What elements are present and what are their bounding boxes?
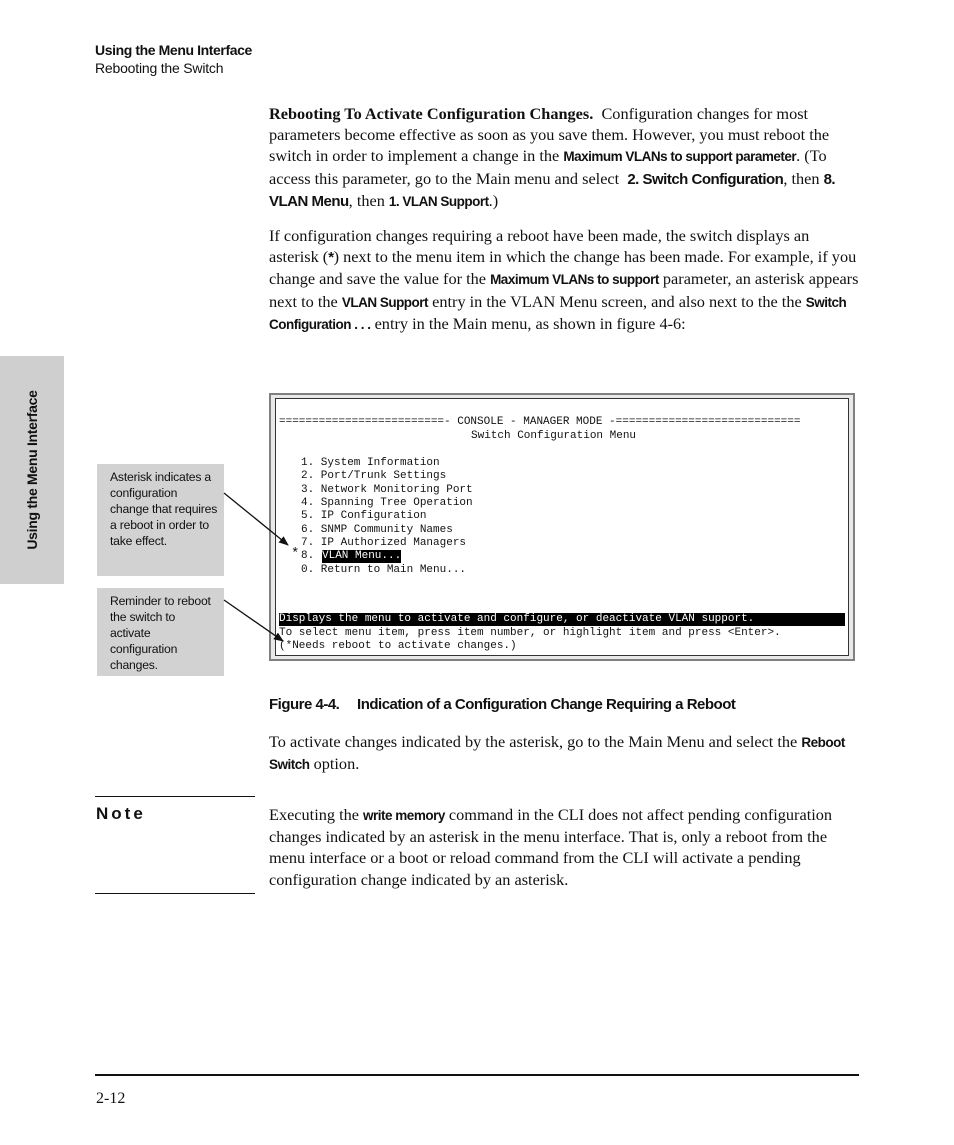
menu-item-vlan-selected[interactable]: VLAN Menu... [322,550,402,562]
footer-rule [95,1074,859,1076]
chapter-title: Using the Menu Interface [95,42,252,58]
paragraph-heading: Rebooting To Activate Configuration Changes. [269,104,594,123]
figure-number: Figure 4-4. [269,696,340,713]
ui-term: Reboot Switch [269,735,845,773]
status-help-bar: Displays the menu to activate and configure, or deactivate VLAN support. [279,613,845,626]
note-label: Note [96,804,146,823]
menu-item-return[interactable]: 0. Return to Main Menu... [301,564,467,576]
ui-term: 8. VLAN Menu [269,170,836,210]
text: , then [348,190,385,210]
reboot-asterisk: * [291,546,300,562]
status-reboot-hint: (*Needs reboot to activate changes.) [279,640,517,652]
ui-term: VLAN Support [341,294,429,310]
note-bottom-rule [95,893,255,894]
menu-item[interactable]: 1. System Information [301,457,440,469]
text: , then [783,168,820,188]
text: parameter, an asterisk appears next to the [269,269,859,311]
text: If configuration changes requiring a reboot have been made, the switch displays an asterisk ( [269,226,810,267]
ui-term: 2. Switch Configuration [627,170,784,188]
text: Configuration changes for most parameters become effective as soon as you save them. However, you must reboot the switch in order to implement a change in the [269,104,830,166]
side-tab-label: Using the Menu Interface [24,390,40,550]
note-body [269,804,859,890]
menu-item[interactable]: 2. Port/Trunk Settings [301,470,447,482]
text: Executing the [269,805,359,824]
text: ) next to the menu item in which the change has been made. For example, if you change and save the value for the [269,247,857,289]
console-banner: =========================- CONSOLE - MANAGER MODE -============================ [279,416,801,428]
ui-term: Switch Configuration . . . [269,294,847,332]
menu-item[interactable]: 6. SNMP Community Names [301,524,453,536]
menu-title: Switch Configuration Menu [471,430,637,442]
page-number: 2-12 [96,1090,126,1107]
menu-item[interactable]: 4. Spanning Tree Operation [301,497,473,509]
text: To activate changes indicated by the asterisk, go to the Main Menu and select the [269,732,798,751]
ui-term: write memory [363,808,445,823]
menu-item[interactable]: 7. IP Authorized Managers [301,537,467,549]
text: . (To access this parameter, go to the Main menu and select [269,146,827,188]
text: command in the CLI does not affect pending configuration changes indicated by an asterisk in the menu interface. That is, only a reboot from the menu interface or a boot or reload command from the CLI will activate a pending configuration change indicated by an asterisk. [269,805,833,889]
text: .) [488,190,499,210]
ui-term: 1. VLAN Support [388,193,489,209]
status-nav-hint: To select menu item, press item number, or highlight item and press <Enter>. [279,627,781,639]
arrow-to-asterisk [224,493,288,545]
ui-term: Maximum VLANs to support parameter [563,149,797,165]
arrow-to-reminder [224,600,283,641]
text: option. [313,754,360,774]
asterisk-symbol: * [328,249,334,267]
callout-text: Reminder to reboot the switch to activate configuration changes. [110,594,211,672]
callout-text: Asterisk indicates a configuration change that requires a reboot in order to take effect. [110,470,218,548]
text: entry in the VLAN Menu screen, and also next to the the [432,291,802,311]
activate-paragraph [269,731,859,775]
figure-caption [269,696,735,713]
menu-item-number: 8. [301,550,315,562]
text: entry in the Main menu, as shown in figure 4-6: [374,313,686,333]
menu-item[interactable]: 3. Network Monitoring Port [301,484,473,496]
menu-item[interactable]: 5. IP Configuration [301,510,427,522]
figure-title: Indication of a Configuration Change Requiring a Reboot [357,696,736,713]
ui-term: Maximum VLANs to support [490,272,659,288]
section-title: Rebooting the Switch [95,60,224,76]
note-top-rule [95,796,255,797]
